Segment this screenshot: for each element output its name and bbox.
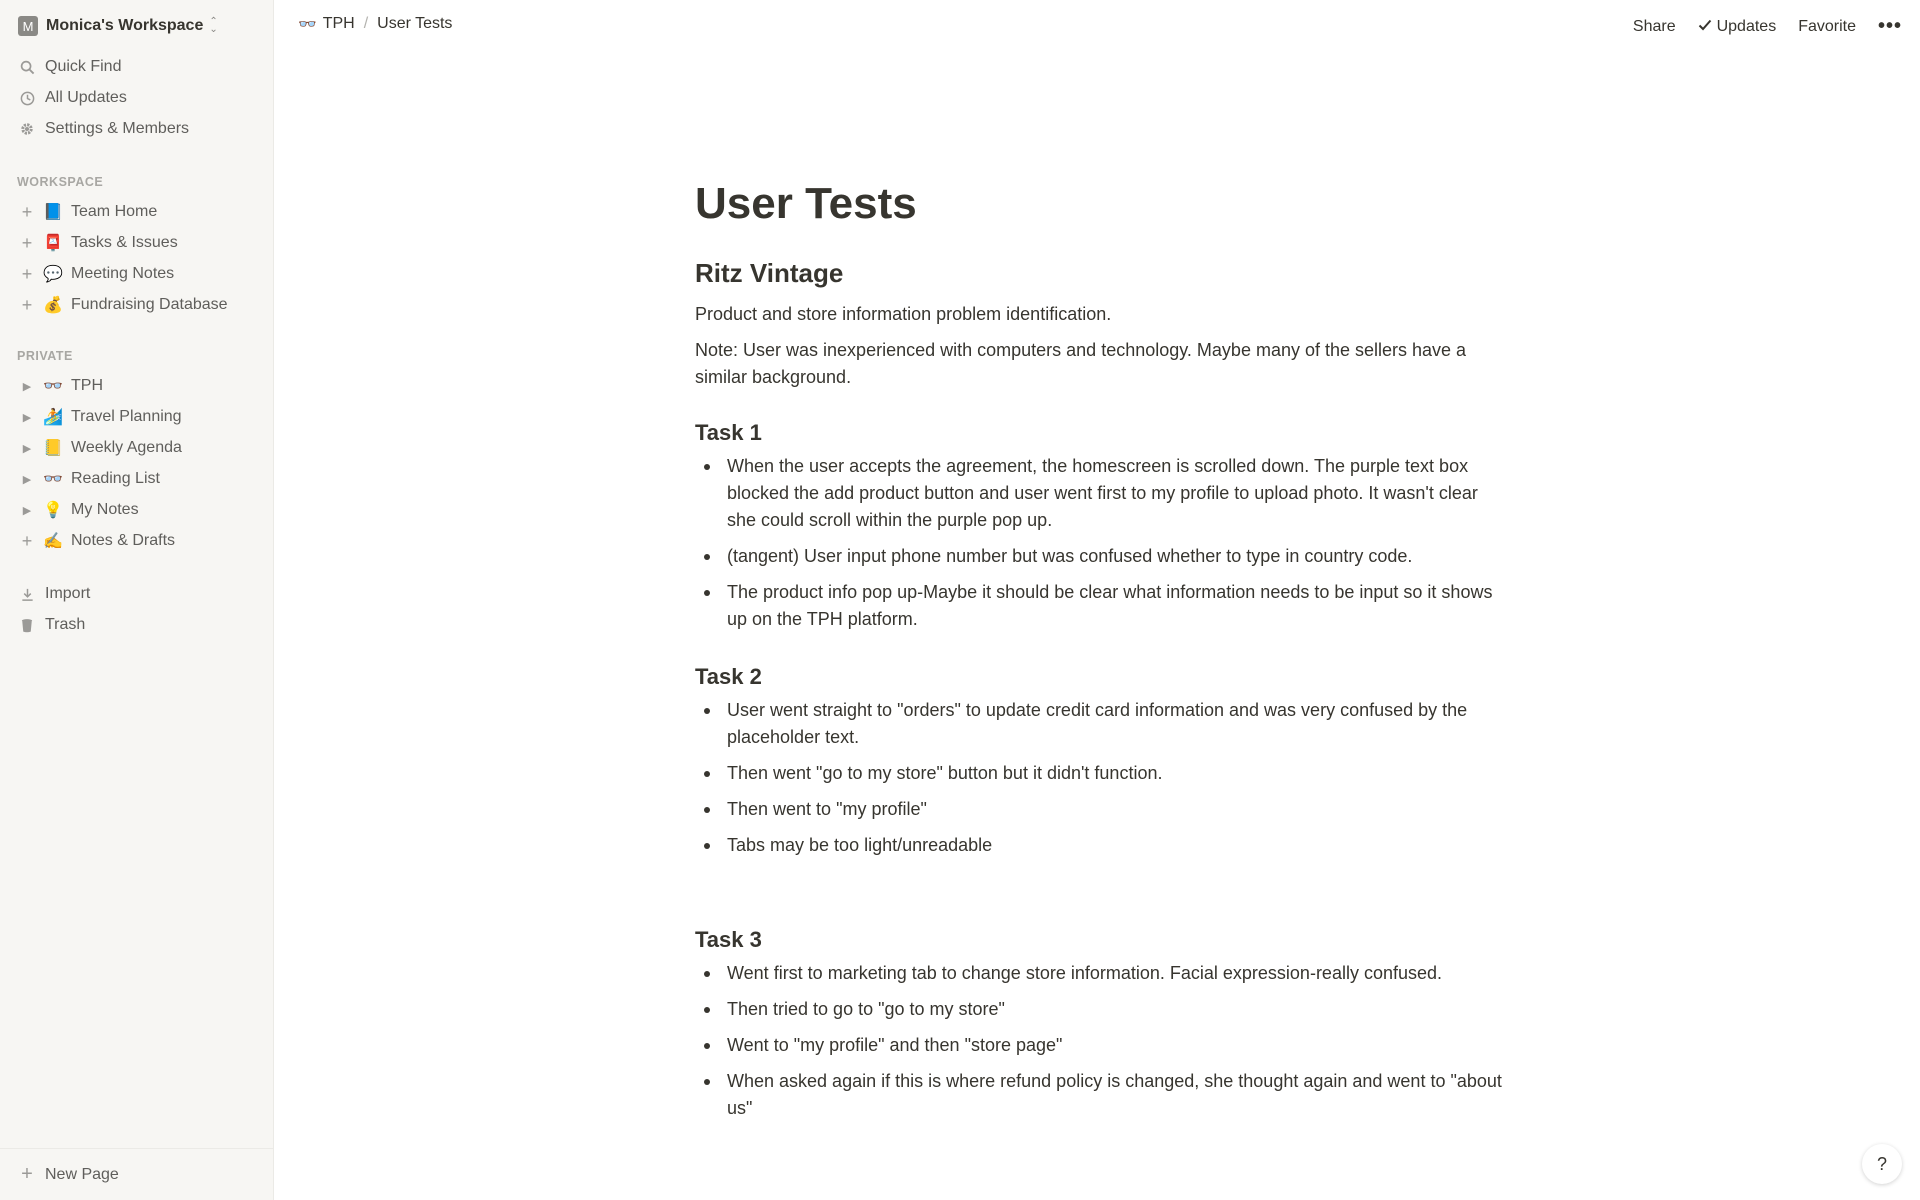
search-icon	[18, 58, 36, 76]
page-content	[695, 170, 1505, 1118]
plus-icon[interactable]: +	[21, 263, 33, 284]
speech-bubble-icon: 💬	[43, 266, 63, 283]
plus-icon[interactable]: +	[21, 201, 33, 222]
trash-icon	[18, 616, 36, 634]
favorite-button[interactable]: Favorite	[1798, 17, 1856, 35]
settings-members-label: Settings & Members	[45, 120, 190, 137]
sidebar-item-label: Weekly Agenda	[71, 439, 182, 456]
sidebar-item-notes-drafts[interactable]	[18, 527, 175, 555]
list-item[interactable]: When the user accepts the agreement, the homescreen is scrolled down. The purple text box blocked the add product button and user went first to my profile to upload photo. It wasn't clear she could scroll within the purple pop up.	[695, 453, 1505, 534]
sidebar-item-label: TPH	[71, 377, 103, 394]
mailbox-icon: 📮	[43, 235, 63, 252]
workspace-name: Monica's Workspace	[46, 17, 204, 34]
import-label: Import	[45, 585, 91, 602]
sidebar-item-label: Team Home	[71, 203, 158, 220]
task-3-list	[695, 960, 1505, 1131]
plus-icon[interactable]: +	[21, 294, 33, 315]
checkmark-icon	[1698, 18, 1712, 36]
download-icon	[18, 585, 36, 603]
plus-icon: +	[21, 1163, 33, 1185]
sidebar-item-tph[interactable]	[18, 372, 103, 400]
list-item[interactable]: The product info pop up-Maybe it should be clear what information needs to be input so it shows up on the TPH platform.	[695, 579, 1505, 633]
triangle-right-icon[interactable]: ▶	[22, 504, 32, 517]
list-item[interactable]: Then went "go to my store" button but it didn't function.	[695, 760, 1505, 787]
notebook-icon: 📒	[43, 440, 63, 457]
page-subtitle[interactable]: Ritz Vintage	[695, 258, 844, 288]
sidebar-item-label: My Notes	[71, 501, 139, 518]
sidebar-item-tasks-issues[interactable]	[18, 229, 178, 257]
list-item[interactable]: Then went to "my profile"	[695, 796, 1505, 823]
sidebar-item-weekly-agenda[interactable]	[18, 434, 182, 462]
trash-item[interactable]	[18, 611, 85, 639]
task-heading[interactable]: Task 2	[695, 664, 762, 689]
new-page-button[interactable]	[0, 1148, 274, 1200]
light-bulb-icon: 💡	[43, 502, 63, 519]
list-item[interactable]: Went first to marketing tab to change store information. Facial expression-really confused.	[695, 960, 1505, 987]
workspace-section-label: WORKSPACE	[17, 175, 104, 189]
quick-find-label: Quick Find	[45, 58, 122, 75]
new-page-label: New Page	[45, 1165, 119, 1183]
breadcrumb-current[interactable]: User Tests	[377, 15, 453, 32]
sidebar-item-label: Tasks & Issues	[71, 234, 178, 251]
private-section-label: PRIVATE	[17, 349, 73, 363]
all-updates-item[interactable]	[18, 84, 127, 112]
updates-label: Updates	[1716, 17, 1777, 35]
task-heading[interactable]: Task 1	[695, 420, 762, 445]
sidebar-item-team-home[interactable]	[18, 198, 157, 226]
triangle-right-icon[interactable]: ▶	[22, 411, 32, 424]
list-item[interactable]: Went to "my profile" and then "store page"	[695, 1032, 1505, 1059]
updates-button[interactable]	[1698, 18, 1777, 36]
breadcrumb	[298, 15, 452, 33]
all-updates-label: All Updates	[45, 89, 127, 106]
sidebar-item-travel-planning[interactable]	[18, 403, 182, 431]
list-item[interactable]: Then tried to go to "go to my store"	[695, 996, 1505, 1023]
more-options-icon[interactable]: •••	[1877, 15, 1902, 37]
triangle-right-icon[interactable]: ▶	[22, 380, 32, 393]
page-title[interactable]: User Tests	[695, 179, 917, 228]
breadcrumb-parent[interactable]: TPH	[322, 15, 355, 32]
share-button[interactable]: Share	[1632, 17, 1676, 35]
list-item[interactable]: (tangent) User input phone number but was confused whether to type in country code.	[695, 543, 1505, 570]
quick-find-item[interactable]	[18, 53, 121, 81]
sidebar-item-label: Meeting Notes	[71, 265, 175, 282]
list-item[interactable]: When asked again if this is where refund policy is changed, she thought again and went to "about us"	[695, 1068, 1505, 1122]
writing-hand-icon: ✍️	[43, 533, 63, 550]
settings-members-item[interactable]	[18, 115, 189, 143]
plus-icon[interactable]: +	[21, 232, 33, 253]
task-heading[interactable]: Task 3	[695, 927, 762, 952]
workspace-switcher[interactable]	[18, 14, 218, 38]
blue-book-icon: 📘	[43, 204, 63, 221]
chevron-updown-icon: ⌃ ⌄	[209, 16, 218, 35]
intro-text[interactable]: Product and store information problem identification.	[695, 304, 1112, 324]
workspace-avatar: M	[18, 16, 38, 36]
trash-label: Trash	[45, 616, 86, 633]
surfer-icon: 🏄	[43, 409, 63, 426]
sidebar	[0, 0, 274, 1200]
glasses-icon: 👓	[43, 471, 63, 488]
help-button[interactable]: ?	[1862, 1144, 1902, 1184]
note-text[interactable]: Note: User was inexperienced with computers and technology. Maybe many of the sellers have a similar background.	[695, 340, 1467, 387]
import-item[interactable]	[18, 580, 90, 608]
sidebar-item-fundraising-database[interactable]	[18, 291, 228, 319]
sidebar-item-label: Reading List	[71, 470, 160, 487]
list-item[interactable]: Tabs may be too light/unreadable	[695, 832, 1505, 859]
sidebar-item-reading-list[interactable]	[18, 465, 160, 493]
glasses-icon: 👓	[43, 378, 63, 395]
money-bag-icon: 💰	[43, 297, 63, 314]
task-1-list	[695, 453, 1505, 642]
clock-icon	[18, 89, 36, 107]
glasses-icon: 👓	[298, 16, 317, 33]
sidebar-item-label: Fundraising Database	[71, 296, 228, 313]
sidebar-item-label: Travel Planning	[71, 408, 182, 425]
sidebar-item-my-notes[interactable]	[18, 496, 139, 524]
sidebar-item-label: Notes & Drafts	[71, 532, 176, 549]
sidebar-item-meeting-notes[interactable]	[18, 260, 174, 288]
list-item[interactable]: User went straight to "orders" to update credit card information and was very confused by the placeholder text.	[695, 697, 1505, 751]
task-2-list	[695, 697, 1505, 868]
top-actions	[1611, 15, 1902, 38]
breadcrumb-separator: /	[363, 15, 369, 32]
gear-icon	[18, 120, 36, 138]
topbar	[274, 0, 1920, 52]
triangle-right-icon[interactable]: ▶	[22, 442, 32, 455]
plus-icon[interactable]: +	[21, 530, 33, 551]
triangle-right-icon[interactable]: ▶	[22, 473, 32, 486]
